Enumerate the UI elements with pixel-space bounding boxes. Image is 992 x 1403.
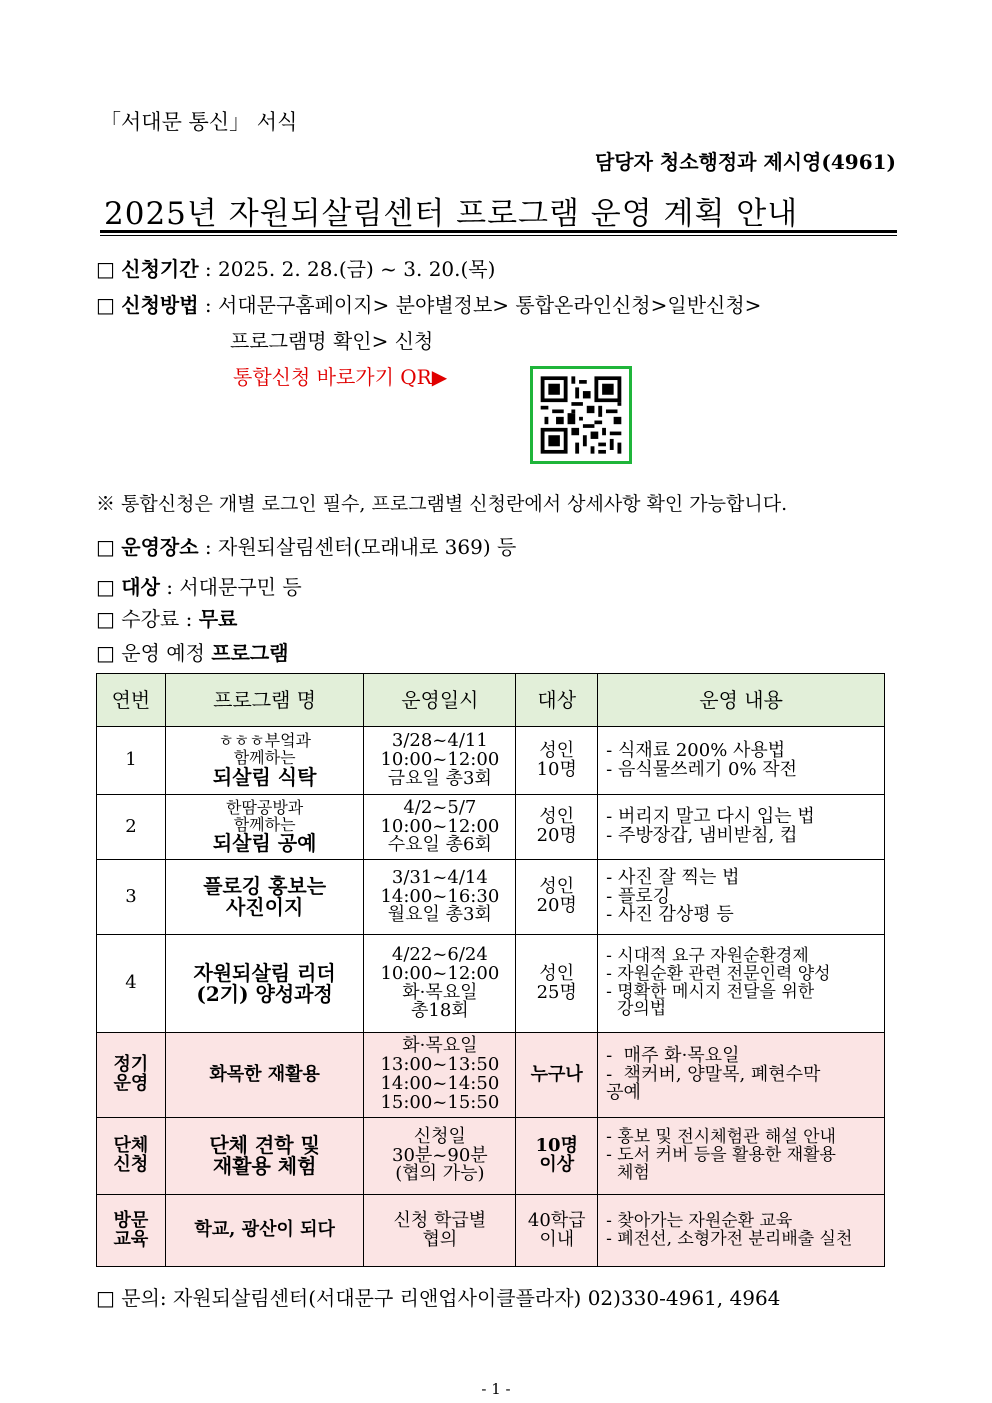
target-line: 25명 bbox=[536, 981, 577, 1003]
qr-code[interactable] bbox=[530, 366, 632, 464]
no-line: 정기 bbox=[113, 1054, 149, 1076]
content-line: - 주방장갑, 냄비받침, 컵 bbox=[606, 825, 798, 846]
content-line: - 자원순환 관련 전문인력 양성 bbox=[606, 963, 831, 984]
schedule-line: 화·목요일 bbox=[402, 981, 478, 1003]
schedule-line: 월요일 총3회 bbox=[387, 904, 492, 926]
row-program-name: 화목한 재활용 bbox=[165, 1033, 364, 1118]
fee-value: 무료 bbox=[198, 607, 238, 631]
schedule-line: 신청 학급별 bbox=[393, 1209, 487, 1231]
content-line: - 플로깅 bbox=[606, 885, 671, 907]
page-title: 2025년 자원되살림센터 프로그램 운영 계획 안내 bbox=[104, 196, 799, 232]
row-target bbox=[516, 1118, 598, 1195]
row-no: 1 bbox=[97, 727, 166, 795]
header-program-name: 프로그램 명 bbox=[165, 674, 364, 727]
row-program-name bbox=[165, 935, 364, 1033]
venue bbox=[96, 531, 516, 560]
checkbox-icon: □ bbox=[96, 293, 115, 317]
name-sub: 함께하는 bbox=[233, 814, 296, 834]
row-schedule bbox=[364, 1118, 516, 1195]
table-row bbox=[97, 727, 885, 795]
apply-method-value: : 서대문구홈페이지> 분야별정보> 통합온라인신청>일반신청> bbox=[204, 293, 762, 317]
row-schedule bbox=[364, 727, 516, 795]
checkbox-icon: □ bbox=[96, 607, 115, 631]
row-target bbox=[516, 860, 598, 935]
qr-shortcut-link[interactable]: 통합신청 바로가기 QR▶ bbox=[233, 365, 448, 389]
no-line: 방문 bbox=[113, 1209, 149, 1231]
schedule-line: 30분~90분 bbox=[392, 1144, 488, 1166]
name-main: 단체 견학 및 bbox=[209, 1133, 320, 1157]
row-target bbox=[516, 727, 598, 795]
fee-label: 수강료 : bbox=[121, 607, 199, 631]
row-schedule bbox=[364, 1195, 516, 1267]
schedule-line: 4/2~5/7 bbox=[403, 796, 477, 818]
row-program-name bbox=[165, 860, 364, 935]
content-line: - 음식물쓰레기 0% 작전 bbox=[606, 758, 798, 780]
row-no: 4 bbox=[97, 935, 166, 1033]
page-number: - 1 - bbox=[481, 1380, 511, 1398]
row-content bbox=[598, 1118, 885, 1195]
schedule-line: 화·목요일 bbox=[402, 1035, 478, 1057]
content-line: - 버리지 말고 다시 입는 법 bbox=[606, 806, 815, 828]
name-sub: 한땀공방과 bbox=[225, 797, 304, 817]
program-table bbox=[96, 673, 885, 1267]
row-program-name bbox=[165, 795, 364, 860]
target-line: 성인 bbox=[539, 806, 575, 828]
name-sub: 함께하는 bbox=[233, 748, 296, 767]
target-line: 이상 bbox=[539, 1154, 575, 1175]
row-program-name bbox=[165, 1118, 364, 1195]
apply-method-value-2: 프로그램명 확인> 신청 bbox=[230, 329, 434, 353]
row-target bbox=[516, 1033, 598, 1118]
row-content bbox=[598, 860, 885, 935]
target-line: 성인 bbox=[539, 876, 575, 898]
content-line: - 폐전선, 소형가전 분리배출 실천 bbox=[606, 1228, 853, 1249]
row-target bbox=[516, 795, 598, 860]
venue-label: 운영장소 bbox=[121, 535, 199, 559]
name-main: 사진이지 bbox=[225, 895, 304, 919]
inquiry-info: □ 문의: 자원되살림센터(서대문구 리앤업사이클플라자) 02)330-4961, 4964 bbox=[96, 1286, 781, 1310]
header-target: 대상 bbox=[516, 674, 598, 727]
row-no: 3 bbox=[97, 860, 166, 935]
target-line: 이내 bbox=[539, 1228, 575, 1250]
schedule-line: 수요일 총6회 bbox=[387, 834, 492, 856]
apply-period bbox=[96, 253, 495, 282]
name-sub: ㅎㅎㅎ부엌과 bbox=[218, 731, 311, 751]
note-text: ※ 통합신청은 개별 로그인 필수, 프로그램별 신청란에서 상세사항 확인 가능합니다. bbox=[96, 493, 788, 515]
planned-programs bbox=[96, 637, 289, 666]
content-line: 강의법 bbox=[606, 999, 667, 1020]
schedule-line: 10:00~12:00 bbox=[380, 815, 500, 837]
row-content bbox=[598, 1033, 885, 1118]
target-line: 20명 bbox=[536, 825, 577, 846]
content-line: - 도서 커버 등을 활용한 재활용 bbox=[606, 1145, 836, 1166]
header-no: 연번 bbox=[97, 674, 166, 727]
schedule-line: 3/28~4/11 bbox=[391, 730, 488, 752]
content-line: - 명확한 메시지 전달을 위한 bbox=[606, 981, 815, 1002]
target-line: 40학급 bbox=[527, 1209, 586, 1231]
name-main: 되살림 공예 bbox=[212, 831, 317, 856]
no-line: 교육 bbox=[113, 1228, 149, 1250]
table-row bbox=[97, 860, 885, 935]
apply-period-label: 신청기간 bbox=[121, 257, 199, 281]
row-target bbox=[516, 935, 598, 1033]
name-main: 재활용 체험 bbox=[212, 1154, 317, 1178]
name-main: 자원되살림 리더 bbox=[193, 960, 336, 985]
content-line: - 매주 화·목요일 bbox=[606, 1044, 740, 1066]
table-row bbox=[97, 795, 885, 860]
checkbox-icon: □ bbox=[96, 257, 115, 281]
table-row bbox=[97, 1033, 885, 1118]
target-line: 누구나 bbox=[530, 1063, 583, 1085]
row-program-name: 학교, 광산이 되다 bbox=[165, 1195, 364, 1267]
row-no bbox=[97, 1195, 166, 1267]
target-line: 성인 bbox=[539, 962, 575, 984]
content-line: 공예 bbox=[606, 1082, 641, 1104]
planned-label: 운영 예정 bbox=[121, 641, 212, 665]
table-row bbox=[97, 935, 885, 1033]
table-row bbox=[97, 1118, 885, 1195]
content-line: - 사진 잘 찍는 법 bbox=[606, 866, 740, 888]
qr-code-icon bbox=[533, 369, 629, 461]
title-underline-thin bbox=[100, 235, 897, 236]
no-line: 운영 bbox=[113, 1073, 149, 1094]
schedule-line: (협의 가능) bbox=[395, 1163, 485, 1185]
checkbox-icon: □ bbox=[96, 575, 115, 599]
row-schedule bbox=[364, 935, 516, 1033]
content-line: - 홍보 및 전시체험관 해설 안내 bbox=[606, 1127, 836, 1148]
target-label: 대상 bbox=[121, 575, 160, 599]
venue-value: : 자원되살림센터(모래내로 369) 등 bbox=[204, 535, 517, 559]
content-line: - 사진 감상평 등 bbox=[606, 904, 734, 926]
name-main: 되살림 식탁 bbox=[212, 764, 317, 789]
row-schedule bbox=[364, 1033, 516, 1118]
target-line: 20명 bbox=[536, 895, 577, 916]
schedule-line: 4/22~6/24 bbox=[391, 943, 488, 965]
target-value: : 서대문구민 등 bbox=[166, 575, 302, 599]
apply-method-label: 신청방법 bbox=[121, 293, 199, 317]
target-line: 성인 bbox=[539, 739, 575, 761]
schedule-line: 3/31~4/14 bbox=[391, 866, 488, 888]
name-main: 플로깅 홍보는 bbox=[203, 874, 327, 898]
row-target bbox=[516, 1195, 598, 1267]
row-no bbox=[97, 1033, 166, 1118]
row-no bbox=[97, 1118, 166, 1195]
table-row bbox=[97, 1195, 885, 1267]
schedule-line: 14:00~16:30 bbox=[380, 885, 500, 907]
header-content: 운영 내용 bbox=[598, 674, 885, 727]
planned-value: 프로그램 bbox=[211, 641, 289, 665]
content-line: - 시대적 요구 자원순환경제 bbox=[606, 945, 809, 966]
row-content bbox=[598, 935, 885, 1033]
form-label: 「서대문 통신」 서식 bbox=[100, 110, 298, 134]
row-no: 2 bbox=[97, 795, 166, 860]
target-line: 10명 bbox=[535, 1135, 578, 1157]
content-line: - 찾아가는 자원순환 교육 bbox=[606, 1210, 793, 1231]
table-header-row bbox=[97, 674, 885, 727]
schedule-line: 협의 bbox=[422, 1228, 458, 1250]
no-line: 신청 bbox=[113, 1154, 149, 1175]
row-content bbox=[598, 795, 885, 860]
schedule-line: 15:00~15:50 bbox=[380, 1091, 500, 1113]
no-line: 단체 bbox=[113, 1135, 149, 1157]
row-program-name bbox=[165, 727, 364, 795]
title-underline bbox=[100, 230, 897, 233]
row-schedule bbox=[364, 795, 516, 860]
apply-period-value: : 2025. 2. 28.(금) ~ 3. 20.(목) bbox=[204, 257, 496, 281]
content-line: - 식재료 200% 사용법 bbox=[606, 739, 786, 761]
header-schedule: 운영일시 bbox=[364, 674, 516, 727]
apply-method bbox=[96, 289, 761, 318]
checkbox-icon: □ bbox=[96, 641, 115, 665]
schedule-line: 신청일 bbox=[413, 1125, 466, 1147]
schedule-line: 10:00~12:00 bbox=[380, 749, 500, 771]
manager-info: 담당자 청소행정과 제시영(4961) bbox=[594, 150, 896, 174]
schedule-line: 13:00~13:50 bbox=[380, 1054, 500, 1076]
schedule-line: 10:00~12:00 bbox=[380, 962, 500, 984]
name-main: (2기) 양성과정 bbox=[196, 981, 333, 1006]
content-line: - 책커버, 양말목, 폐현수막 bbox=[606, 1063, 821, 1085]
target-line: 10명 bbox=[536, 758, 577, 780]
schedule-line: 14:00~14:50 bbox=[380, 1073, 500, 1094]
schedule-line: 총18회 bbox=[411, 1000, 469, 1022]
row-content bbox=[598, 1195, 885, 1267]
content-line: 체험 bbox=[606, 1162, 650, 1183]
row-content bbox=[598, 727, 885, 795]
checkbox-icon: □ bbox=[96, 535, 115, 559]
target bbox=[96, 571, 302, 600]
schedule-line: 금요일 총3회 bbox=[387, 767, 492, 789]
fee bbox=[96, 603, 237, 632]
row-schedule bbox=[364, 860, 516, 935]
